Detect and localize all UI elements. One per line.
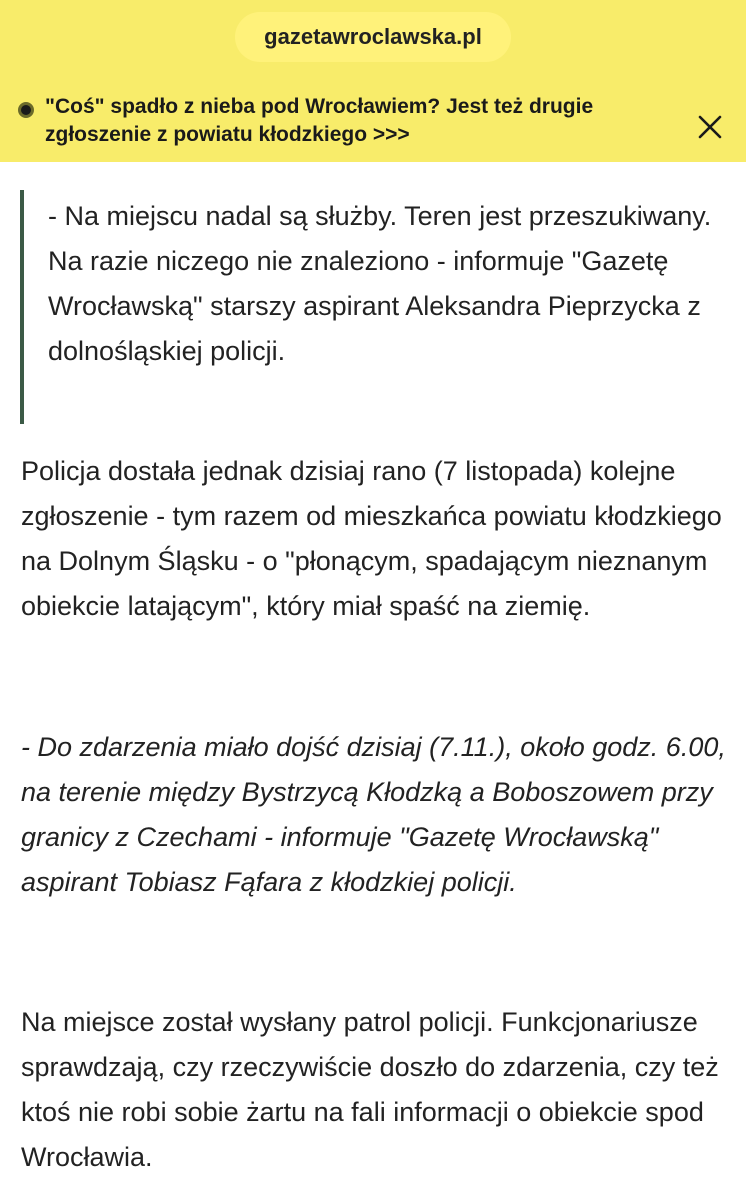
breaking-news-banner[interactable] — [18, 93, 728, 149]
article-paragraph-1: Policja dostała jednak dzisiaj rano (7 listopada) kolejne zgłoszenie - tym razem od mieszkańca powiatu kłodzkiego na Dolnym Śląsku - o "płonącym, spadającym nieznanym obiekcie latającym", który miał spaść na ziemię. — [21, 456, 722, 621]
close-banner-button[interactable] — [692, 109, 728, 145]
quote-text: - Na miejscu nadal są służby. Teren jest przeszukiwany. Na razie niczego nie znaleziono - informuje "Gazetę Wrocławską" starszy aspirant Aleksandra Pieprzycka z dolnośląskiej policji. — [48, 201, 712, 366]
quote-bar — [20, 190, 24, 424]
close-icon — [692, 109, 728, 145]
banner-headline-link[interactable]: "Coś" spadło z nieba pod Wrocławiem? Jest też drugie zgłoszenie z powiatu kłodzkiego >>> — [45, 95, 594, 146]
article-paragraph-2-quote: - Do zdarzenia miało dojść dzisiaj (7.11.), około godz. 6.00, na terenie między Bystrzycą Kłodzką a Boboszowem przy granicy z Czechami - informuje "Gazetę Wrocławską" aspirant Tobiasz Fąfara z kłodzkiej policji. — [21, 732, 726, 897]
top-banner-header — [0, 0, 746, 162]
article-paragraph-3: Na miejsce został wysłany patrol policji. Funkcjonariusze sprawdzają, czy rzeczywiście doszło do zdarzenia, czy też ktoś nie robi sobie żartu na fali informacji o obiekcie spod Wrocławia. — [21, 1007, 719, 1172]
address-bar-url[interactable]: gazetawroclawska.pl — [235, 12, 511, 62]
record-dot-icon — [18, 102, 34, 118]
blockquote — [20, 190, 720, 424]
